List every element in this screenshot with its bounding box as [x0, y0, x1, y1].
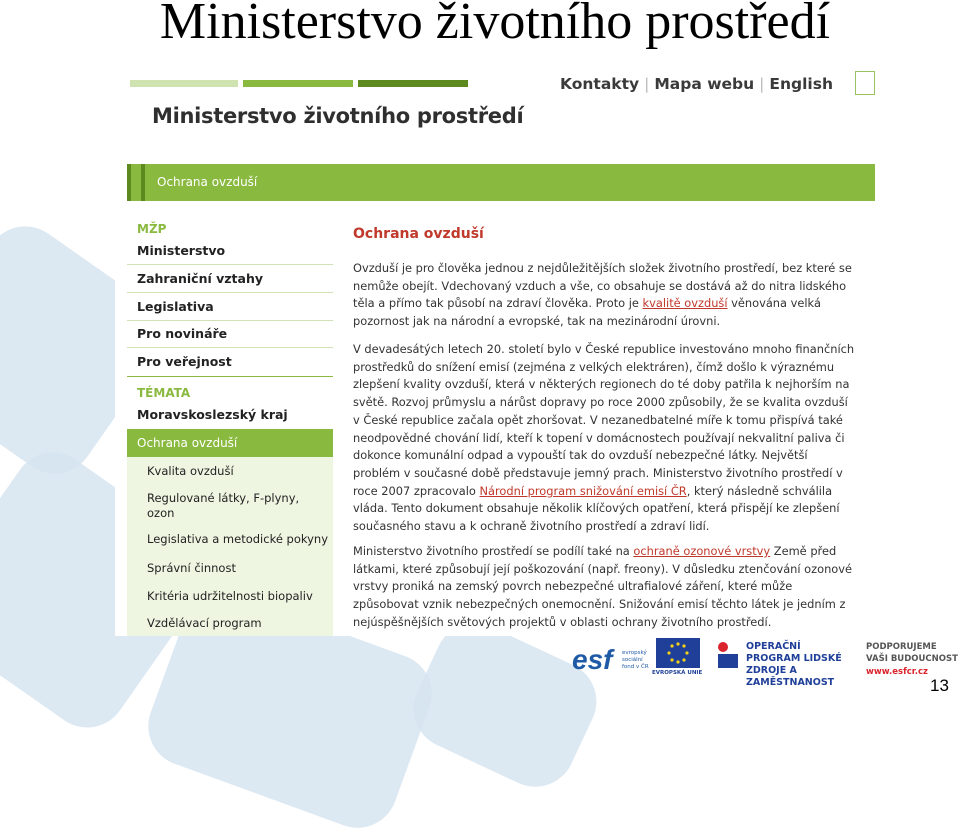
esf-logo	[572, 640, 620, 680]
text: V devadesátých letech 20. století bylo v České republice investováno mnoho finančních prostředků do snížení emisí (zejména z velkých elektráren), čímž došlo k výraznému zlepšení kvality ovzduší, která v některých regionech do té doby patřila k nejhorším na světě. Rozvoj průmyslu a nárůst dopravy po roce 2000 způsobily, že se kvalita ovzduší v České republice začala opět zhoršovat. V nezanedbatelné míře k tomu přispívá také neodpovědné chování lidí, kteří k topení v domácnostech používají nekvalitní paliva či dokonce komunální odpad a vypouští tak do ovzduší nebezpečné látky. Největší problém v současné době představuje jemný prach. Ministerstvo životního prostředí v roce 2007 zpracovalo	[353, 342, 855, 498]
divider	[127, 376, 333, 377]
eu-label: EVROPSKÁ UNIE	[652, 670, 703, 676]
paragraph-3	[353, 543, 858, 632]
header-stripe	[130, 80, 238, 87]
page-title: Ochrana ovzduší	[353, 226, 484, 242]
sidebar-heading-mzp: MŽP	[137, 222, 167, 236]
submenu-item-kriteria[interactable]: Kritéria udržitelnosti biopaliv	[147, 589, 313, 603]
page-number: 13	[930, 676, 949, 695]
op-logo-icon	[718, 642, 738, 668]
header-stripe	[358, 80, 468, 87]
eu-stars-icon	[656, 638, 700, 668]
esf-subtitle: evropský sociální fond v ČR	[622, 650, 649, 670]
website-screenshot	[115, 70, 875, 636]
submenu-item-kvalita[interactable]: Kvalita ovzduší	[147, 464, 234, 478]
submenu-item-spravni[interactable]: Správní činnost	[147, 561, 236, 575]
sidebar-item-ministerstvo[interactable]: Ministerstvo	[137, 243, 226, 258]
sitemap-link[interactable]: Mapa webu	[654, 75, 755, 93]
submenu-item-vzdelavaci[interactable]: Vzdělávací program	[147, 616, 262, 630]
contacts-link[interactable]: Kontakty	[560, 75, 640, 93]
english-link[interactable]: English	[769, 75, 833, 93]
separator: |	[759, 75, 765, 93]
esf-url[interactable]: www.esfcr.cz	[866, 667, 928, 677]
banner-accent	[141, 164, 145, 201]
search-input[interactable]	[855, 71, 875, 95]
paragraph-1	[353, 260, 858, 331]
link-ozonova-vrstva[interactable]: ochraně ozonové vrstvy	[633, 544, 771, 558]
divider	[127, 320, 333, 321]
separator: |	[644, 75, 650, 93]
text: Ovzduší je pro člověka jednou z nejdůležitějších složek životního prostředí, bez které se nemůže obejít. Vdechovaný vzduch a vše, co obsahuje se dostává až do nitra lidského těla a přímo tak působí na zdraví člověka. Proto je	[353, 261, 852, 311]
slide-title: Ministerstvo životního prostředí	[159, 0, 831, 50]
sidebar-item-novinari[interactable]: Pro novináře	[137, 326, 228, 341]
top-links	[560, 75, 833, 93]
text: věnována velká pozornost jak na národní a evropské, tak na mezinárodní úrovni.	[353, 296, 821, 329]
op-title: OPERAČNÍ PROGRAM LIDSKÉ ZDROJE A ZAMĚSTNANOST	[746, 641, 842, 688]
divider	[127, 264, 333, 265]
text: Ministerstvo životního prostředí se podílí také na	[353, 544, 634, 558]
paragraph-2	[353, 341, 858, 536]
sidebar-item-ochrana-ovzdusi[interactable]: Ochrana ovzduší	[137, 436, 238, 450]
submenu-item-regulovane[interactable]: Regulované látky, F-plyny, ozon	[147, 491, 300, 520]
text: , který následně schválila vláda. Tento dokument obsahuje několik klíčových opatření, která přispějí ke zlepšení současného stavu a k ochraně životního prostředí a zdraví lidí.	[353, 483, 840, 534]
eu-flag-icon	[656, 638, 700, 668]
header-stripe	[243, 80, 353, 87]
text: Země před látkami, které způsobují její poškozování (např. freony). V důsledku ztenčování ozonové vrstvy proniká na zemský povrch nebezpečné ultrafialové záření, které může způsobovat vznik nebezpečných onemocnění. Snižování emisí těchto látek je jedním z nejúspěšnějších světových projektů v oblasti ochrany životního prostředí.	[353, 544, 853, 629]
banner-title: Ochrana ovzduší	[157, 175, 258, 189]
submenu-item-legislativa[interactable]: Legislativa a metodické pokyny	[147, 532, 329, 546]
slogan: PODPORUJEME VAŠI BUDOUCNOST	[866, 642, 958, 664]
footer-logos	[570, 636, 960, 686]
sidebar-heading-temata: TÉMATA	[137, 386, 191, 400]
ministry-logo[interactable]: Ministerstvo životního prostředí	[152, 104, 524, 128]
sidebar-item-zahranicni[interactable]: Zahraniční vztahy	[137, 271, 264, 286]
sidebar-item-verejnost[interactable]: Pro veřejnost	[137, 354, 232, 369]
esf-logo-text: esf	[572, 644, 613, 675]
sidebar-item-moravskoslezsky[interactable]: Moravskoslezský kraj	[137, 407, 288, 422]
divider	[127, 292, 333, 293]
banner-accent	[127, 164, 131, 201]
section-banner	[127, 164, 875, 201]
sidebar-item-legislativa[interactable]: Legislativa	[137, 299, 214, 314]
sidebar	[127, 214, 333, 636]
divider	[127, 347, 333, 348]
link-kvalita-ovzdusi[interactable]: kvalitě ovzduší	[642, 296, 728, 311]
link-narodni-program[interactable]: Národní program snižování emisí ČR	[479, 483, 687, 498]
